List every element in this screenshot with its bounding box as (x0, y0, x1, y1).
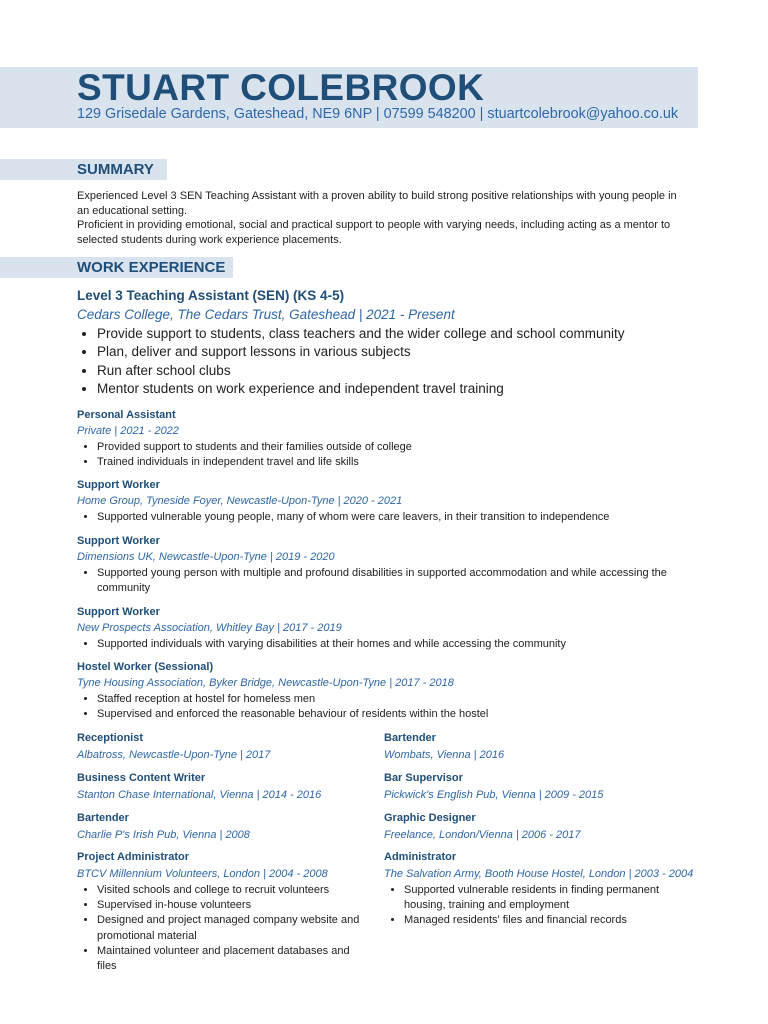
job-title: Graphic Designer (384, 812, 476, 824)
job-employer: Stanton Chase International, Vienna | 2014 - 2016 (77, 789, 322, 801)
job-duties (77, 883, 367, 974)
job-title: Bar Supervisor (384, 772, 463, 784)
job-entry (77, 477, 697, 525)
job-entry (77, 770, 395, 804)
job-entry (384, 849, 704, 929)
duty-item: • Supported individuals with varying disabilities at their homes and while accessing the community (97, 637, 697, 652)
job-title: Support Worker (77, 535, 160, 547)
job-title: Bartender (384, 732, 436, 744)
job-entry (384, 810, 702, 844)
job-employer: Cedars College, The Cedars Trust, Gateshead | 2021 - Present (77, 307, 455, 322)
job-duties (77, 566, 697, 596)
job-title: Support Worker (77, 479, 160, 491)
duty-item: • Provide support to students, class teachers and the wider college and school community (97, 325, 697, 343)
job-title: Bartender (77, 812, 129, 824)
job-employer: The Salvation Army, Booth House Hostel, London | 2003 - 2004 (384, 868, 694, 880)
job-entry (77, 659, 697, 722)
job-entry (384, 730, 702, 764)
job-employer: New Prospects Association, Whitley Bay | 2017 - 2019 (77, 622, 342, 634)
duty-item: • Mentor students on work experience and independent travel training (97, 380, 697, 398)
summary-heading: SUMMARY (77, 161, 154, 178)
job-title: Project Administrator (77, 851, 190, 863)
job-duties (77, 440, 697, 470)
job-employer: Wombats, Vienna | 2016 (384, 749, 505, 761)
job-entry (77, 287, 697, 399)
duty-item: • Supervised and enforced the reasonable behaviour of residents within the hostel (97, 707, 697, 722)
job-employer: Charlie P's Irish Pub, Vienna | 2008 (77, 829, 250, 841)
job-title: Receptionist (77, 732, 144, 744)
duty-item: • Supported vulnerable young people, many of whom were care leavers, in their transition to independence (97, 510, 697, 525)
duty-item: • Supported vulnerable residents in finding permanent housing, training and employment (404, 883, 684, 913)
duty-item: • Plan, deliver and support lessons in various subjects (97, 343, 697, 361)
job-duties (77, 325, 697, 399)
job-entry (77, 810, 395, 844)
duty-item: • Maintained volunteer and placement databases and files (97, 944, 367, 974)
job-employer: Pickwick's English Pub, Vienna | 2009 - 2015 (384, 789, 604, 801)
work-heading-band (0, 257, 233, 278)
candidate-name: STUART COLEBROOK (77, 67, 485, 108)
job-entry (77, 407, 697, 470)
job-duties (77, 637, 697, 652)
job-title: Business Content Writer (77, 772, 206, 784)
job-employer: Home Group, Tyneside Foyer, Newcastle-Upon-Tyne | 2020 - 2021 (77, 495, 403, 507)
job-employer: Dimensions UK, Newcastle-Upon-Tyne | 2019 - 2020 (77, 551, 335, 563)
job-duties (77, 692, 697, 722)
duty-item: • Trained individuals in independent travel and life skills (97, 455, 697, 470)
job-title: Support Worker (77, 606, 160, 618)
duty-item: • Staffed reception at hostel for homeless men (97, 692, 697, 707)
contact-line: 129 Grisedale Gardens, Gateshead, NE9 6NP | 07599 548200 | stuartcolebrook@yahoo.co.uk (77, 106, 679, 122)
summary-heading-band (0, 159, 167, 180)
duty-item: • Designed and project managed company website and promotional material (97, 913, 367, 943)
job-title: Administrator (384, 851, 457, 863)
job-entry (77, 849, 367, 974)
job-title: Personal Assistant (77, 409, 176, 421)
job-title: Level 3 Teaching Assistant (SEN) (KS 4-5) (77, 288, 345, 303)
summary-paragraph: Experienced Level 3 SEN Teaching Assistant with a proven ability to build strong positive relationships with young people in an educational setting. (77, 190, 677, 217)
duty-item: • Provided support to students and their families outside of college (97, 440, 697, 455)
job-employer: BTCV Millennium Volunteers, London | 2004 - 2008 (77, 868, 328, 880)
duty-item: • Run after school clubs (97, 362, 697, 380)
job-entry (384, 770, 702, 804)
job-duties (77, 510, 697, 525)
job-employer: Freelance, London/Vienna | 2006 - 2017 (384, 829, 581, 841)
job-entry (77, 604, 697, 652)
job-entry (77, 533, 697, 596)
duty-item: • Managed residents' files and financial records (404, 913, 684, 928)
job-employer: Albatross, Newcastle-Upon-Tyne | 2017 (77, 749, 271, 761)
job-employer: Private | 2021 - 2022 (77, 425, 179, 437)
job-duties (384, 883, 684, 929)
job-title: Hostel Worker (Sessional) (77, 661, 214, 673)
summary-text (77, 189, 677, 247)
duty-item: • Visited schools and college to recruit volunteers (97, 883, 367, 898)
work-heading: WORK EXPERIENCE (77, 259, 226, 276)
job-employer: Tyne Housing Association, Byker Bridge, Newcastle-Upon-Tyne | 2017 - 2018 (77, 677, 454, 689)
duty-item: • Supported young person with multiple and profound disabilities in supported accommodation and while accessing the community (97, 566, 697, 596)
duty-item: • Supervised in-house volunteers (97, 898, 367, 913)
job-entry (77, 730, 395, 764)
summary-paragraph: Proficient in providing emotional, social and practical support to people with varying needs, including acting as a mentor to selected students during work experience placements. (77, 219, 671, 246)
